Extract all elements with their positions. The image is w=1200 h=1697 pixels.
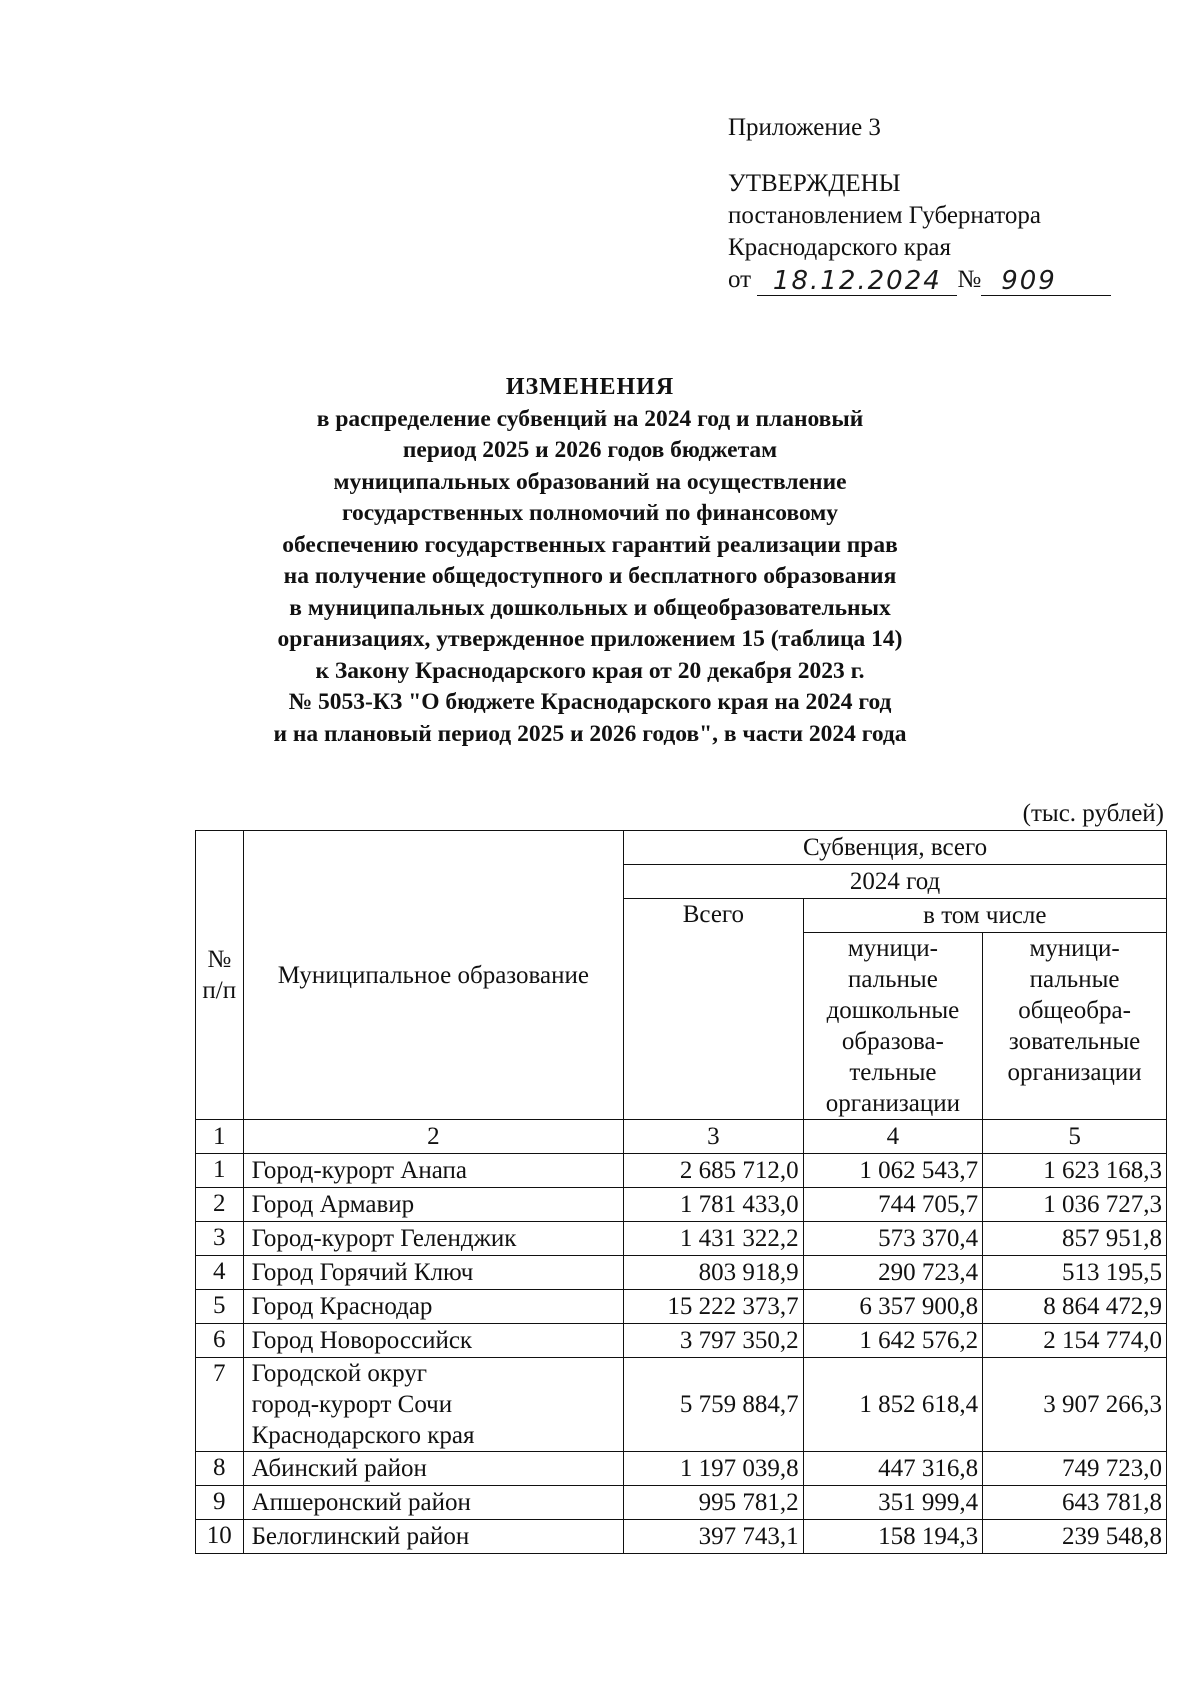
table-row [196,1222,1167,1256]
row-number: 6 [196,1324,244,1358]
header-including: в том числе [803,899,1166,933]
column-index: 4 [803,1120,982,1154]
municipality-name: Городской округ город-курорт Сочи Краснодарского края [243,1358,624,1452]
table-row [196,1154,1167,1188]
title-line: государственных полномочий по финансовому [341,500,839,526]
preschool-value: 447 316,8 [803,1452,982,1486]
title-line: и на плановый период 2025 и 2026 годов", в части 2024 года [273,720,907,747]
header-preschool: муници- пальные дошкольные образова- тельные организации [803,933,982,1120]
municipality-name: Белоглинский район [243,1520,624,1554]
row-number: 2 [196,1188,244,1222]
total-value: 15 222 373,7 [624,1290,803,1324]
table-row [196,1520,1167,1554]
general-value: 8 864 472,9 [983,1290,1167,1324]
table-row [196,1256,1167,1290]
municipality-name: Город Новороссийск [243,1324,624,1358]
title-line: период 2025 и 2026 годов бюджетам [402,437,778,463]
total-value: 2 685 712,0 [624,1154,803,1188]
column-index: 2 [243,1120,624,1154]
column-index: 1 [196,1120,244,1154]
preschool-value: 1 062 543,7 [803,1154,982,1188]
general-value: 3 907 266,3 [983,1358,1167,1452]
table-row [196,1358,1167,1452]
preschool-value: 290 723,4 [803,1256,982,1290]
total-value: 397 743,1 [624,1520,803,1554]
table-row [196,1486,1167,1520]
total-value: 1 431 322,2 [624,1222,803,1256]
municipality-name: Город Горячий Ключ [243,1256,624,1290]
subvention-table [195,830,1167,1554]
from-label: от [728,266,752,293]
preschool-value: 573 370,4 [803,1222,982,1256]
table-row [196,1324,1167,1358]
total-value: 5 759 884,7 [624,1358,803,1452]
municipality-name: Апшеронский район [243,1486,624,1520]
approved-by-line: постановлением Губернатора [728,202,1041,229]
general-value: 857 951,8 [983,1222,1167,1256]
table-row [196,1290,1167,1324]
row-number: 5 [196,1290,244,1324]
title-line: № 5053-КЗ "О бюджете Краснодарского края на 2024 год [288,689,892,715]
header-num: № п/п [196,831,244,1120]
total-value: 995 781,2 [624,1486,803,1520]
municipality-name: Город-курорт Анапа [243,1154,624,1188]
total-value: 803 918,9 [624,1256,803,1290]
preschool-value: 1 852 618,4 [803,1358,982,1452]
units-label: (тыс. рублей) [1022,800,1164,827]
header-name: Муниципальное образование [243,831,624,1120]
title-heading: ИЗМЕНЕНИЯ [505,374,675,400]
title-line: обеспечению государственных гарантий реализации прав [282,531,898,558]
municipality-name: Город Армавир [243,1188,624,1222]
general-value: 2 154 774,0 [983,1324,1167,1358]
header-subvention-total: Субвенция, всего [624,831,1167,865]
general-value: 513 195,5 [983,1256,1167,1290]
title-line: муниципальных образований на осуществление [333,468,847,495]
title-line: в распределение субвенций на 2024 год и плановый [316,405,864,432]
appendix-label: Приложение 3 [728,114,881,141]
approval-block [728,112,1111,296]
title-line: к Закону Краснодарского края от 20 декабря 2023 г. [315,657,865,684]
total-value: 3 797 350,2 [624,1324,803,1358]
preschool-value: 1 642 576,2 [803,1324,982,1358]
column-index: 5 [983,1120,1167,1154]
general-value: 643 781,8 [983,1486,1167,1520]
approved-by-region: Краснодарского края [728,234,951,261]
row-number: 3 [196,1222,244,1256]
approved-label: УТВЕРЖДЕНЫ [728,170,901,197]
resolution-line [728,264,1111,296]
general-value: 1 623 168,3 [983,1154,1167,1188]
preschool-value: 351 999,4 [803,1486,982,1520]
column-index-row [196,1120,1167,1154]
title-line: организациях, утвержденное приложением 15 (таблица 14) [277,626,903,652]
column-index: 3 [624,1120,803,1154]
municipality-name: Город Краснодар [243,1290,624,1324]
handwritten-date: 18.12.2024 [757,267,957,296]
general-value: 749 723,0 [983,1452,1167,1486]
handwritten-number: 909 [981,267,1111,296]
title-line: на получение общедоступного и бесплатного образования [283,563,897,589]
row-number: 10 [196,1520,244,1554]
municipality-name: Город-курорт Геленджик [243,1222,624,1256]
preschool-value: 6 357 900,8 [803,1290,982,1324]
general-value: 1 036 727,3 [983,1188,1167,1222]
row-number: 8 [196,1452,244,1486]
header-general: муници- пальные общеобра- зовательные организации [983,933,1167,1120]
municipality-name: Абинский район [243,1452,624,1486]
row-number: 1 [196,1154,244,1188]
title-line: в муниципальных дошкольных и общеобразовательных [289,594,891,621]
general-value: 239 548,8 [983,1520,1167,1554]
row-number: 9 [196,1486,244,1520]
number-label: № [957,266,982,293]
total-value: 1 197 039,8 [624,1452,803,1486]
header-year: 2024 год [624,865,1167,899]
title-text [250,404,930,751]
table-row [196,1452,1167,1486]
row-number: 7 [196,1358,244,1452]
table-row [196,1188,1167,1222]
document-title [250,372,930,750]
preschool-value: 158 194,3 [803,1520,982,1554]
preschool-value: 744 705,7 [803,1188,982,1222]
header-total: Всего [624,899,803,1120]
row-number: 4 [196,1256,244,1290]
total-value: 1 781 433,0 [624,1188,803,1222]
